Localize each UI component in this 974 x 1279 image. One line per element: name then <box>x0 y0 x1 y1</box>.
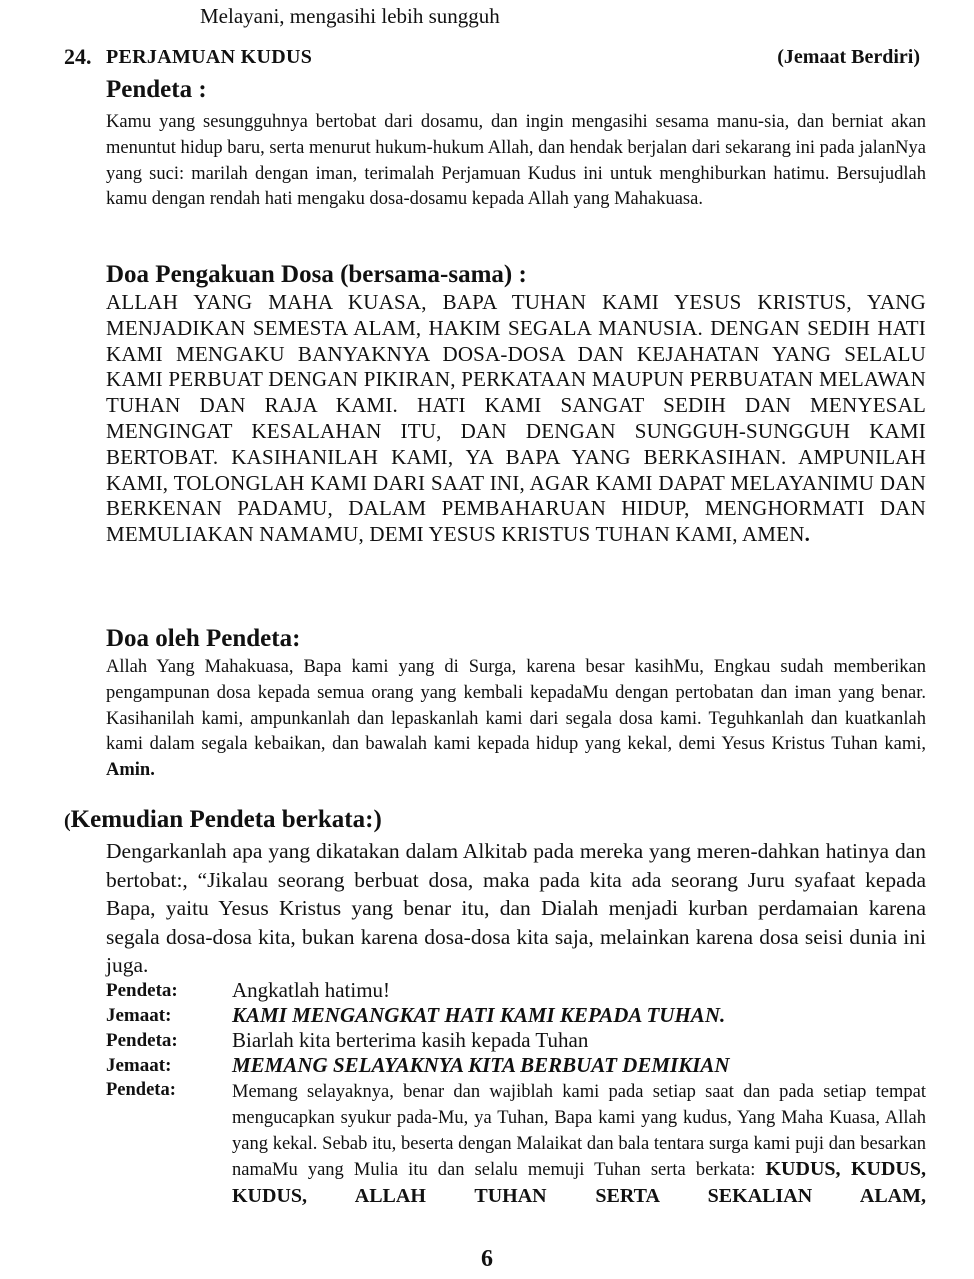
amen-word: Amin. <box>106 760 155 781</box>
dialogue-speaker: Pendeta: <box>106 980 178 1001</box>
dialogue-line: Angkatlah hatimu! <box>232 978 391 1002</box>
confession-end-mark: . <box>804 522 811 547</box>
pendeta-paragraph: Kamu yang sesungguhnya bertobat dari dosamu, dan ingin mengasihi sesama manu-sia, dan berniat akan menuntut hidup baru, serta menurut hukum-hukum Allah, dan hendak berjalan dari sekarang ini pada jalanNya yang suci: marilah dengan iman, terimalah Perjamuan Kudus ini untuk menghiburkan hatimu. Bersujudlah kamu dengan rendah hati mengaku dosa-dosamu kepada Allah yang Mahakuasa. <box>106 112 926 210</box>
then-pastor-heading-text: Kemudian Pendeta berkata:) <box>70 806 382 833</box>
pastor-prayer-paragraph <box>106 655 926 784</box>
pastor-prayer-text: Allah Yang Mahakuasa, Bapa kami yang di Surga, karena besar kasihMu, Engkau sudah memberikan pengampunan dosa kepada semua orang yang kembali kepadaMu dengan pertobatan dan iman yang benar. Kasihanilah kami, ampunkanlah dan lepaskanlah kami dari segala dosa kami. Teguhkanlah dan kuatkanlah kami dalam segala kebaikan, dan bawalah kami kepada hidup yang kekal, demi Yesus Kristus Tuhan kami, <box>106 657 926 755</box>
page-number: 6 <box>481 1246 493 1272</box>
final-bold-tail: KUDUS, KUDUS, KUDUS, ALLAH TUHAN SERTA SEKALIAN ALAM, <box>232 1158 926 1208</box>
section-title: PERJAMUAN KUDUS <box>106 46 313 68</box>
confession-paragraph <box>106 290 926 548</box>
section-number: 24. <box>64 44 92 69</box>
dialogue-line: KAMI MENGANGKAT HATI KAMI KEPADA TUHAN. <box>232 1003 726 1027</box>
top-continuation-line: Melayani, mengasihi lebih sungguh <box>200 4 500 28</box>
dialogue-line: Biarlah kita berterima kasih kepada Tuhan <box>232 1028 589 1052</box>
confession-heading: Doa Pengakuan Dosa (bersama-sama) : <box>106 261 527 288</box>
dialogue-speaker: Jemaat: <box>106 1055 172 1076</box>
section-note: (Jemaat Berdiri) <box>777 46 920 68</box>
final-paragraph <box>232 1080 926 1211</box>
confession-text: ALLAH YANG MAHA KUASA, BAPA TUHAN KAMI YESUS KRISTUS, YANG MENJADIKAN SEMESTA ALAM, HAKIM SEGALA MANUSIA. DENGAN SEDIH HATI KAMI MENGAKU BANYAKNYA DOSA-DOSA DAN KEJAHATAN YANG SELALU KAMI PERBUAT DENGAN PIKIRAN, PERKATAAN MAUPUN PERBUATAN MELAWAN TUHAN DAN RAJA KAMI. HATI KAMI SANGAT SEDIH DAN MENYESAL MENGINGAT KESALAHAN ITU, DAN DENGAN SUNGGUH-SUNGGUH KAMI BERTOBAT. KASIHANILAH KAMI, YA BAPA YANG BERKASIHAN. AMPUNILAH KAMI, TOLONGLAH KAMI DARI SAAT INI, AGAR KAMI DAPAT MELAYANIMU DAN BERKENAN PADAMU, DALAM PEMBAHARUAN HIDUP, MENGHORMATI DAN MEMULIAKAN NAMAMU, DEMI YESUS KRISTUS TUHAN KAMI, AMEN <box>106 290 926 547</box>
open-paren: ( <box>64 810 71 832</box>
dialogue-row <box>106 1003 926 1028</box>
dialogue-line: MEMANG SELAYAKNYA KITA BERBUAT DEMIKIAN <box>232 1053 730 1077</box>
final-speaker: Pendeta: <box>106 1080 176 1100</box>
dialogue-speaker: Pendeta: <box>106 1030 178 1051</box>
final-text: Memang selayaknya, benar dan wajiblah kami pada setiap saat dan pada setiap tempat mengucapkan syukur pada-Mu, ya Tuhan, Bapa kami yang kudus, Yang Maha Kuasa, Allah yang kekal. Sebab itu, beserta dengan Malaikat dan bala tentara surga kami puji dan besarkan namaMu yang Mulia itu dan selalu memuji Tuhan serta berkata: <box>232 1082 926 1181</box>
then-pastor-paragraph: Dengarkanlah apa yang dikatakan dalam Alkitab pada mereka yang meren-dahkan hatinya dan bertobat:, “Jikalau seorang berbuat dosa, maka pada kita ada seorang Juru syafaat kepada Bapa, yaitu Yesus Kristus yang benar itu, dan Dialah menjadi kurban perdamaian karena segala dosa-dosa kita, bukan karena dosa-dosa kita saja, melainkan karena dosa seisi dunia ini juga. <box>106 839 926 978</box>
pendeta-heading: Pendeta : <box>106 76 207 103</box>
final-exchange <box>106 1080 926 1240</box>
pastor-prayer-heading: Doa oleh Pendeta: <box>106 625 301 652</box>
dialogue-row <box>106 978 926 1003</box>
then-pastor-heading <box>64 806 382 834</box>
dialogue-row <box>106 1053 926 1078</box>
dialogue-row <box>106 1028 926 1053</box>
dialogue-speaker: Jemaat: <box>106 1005 172 1026</box>
